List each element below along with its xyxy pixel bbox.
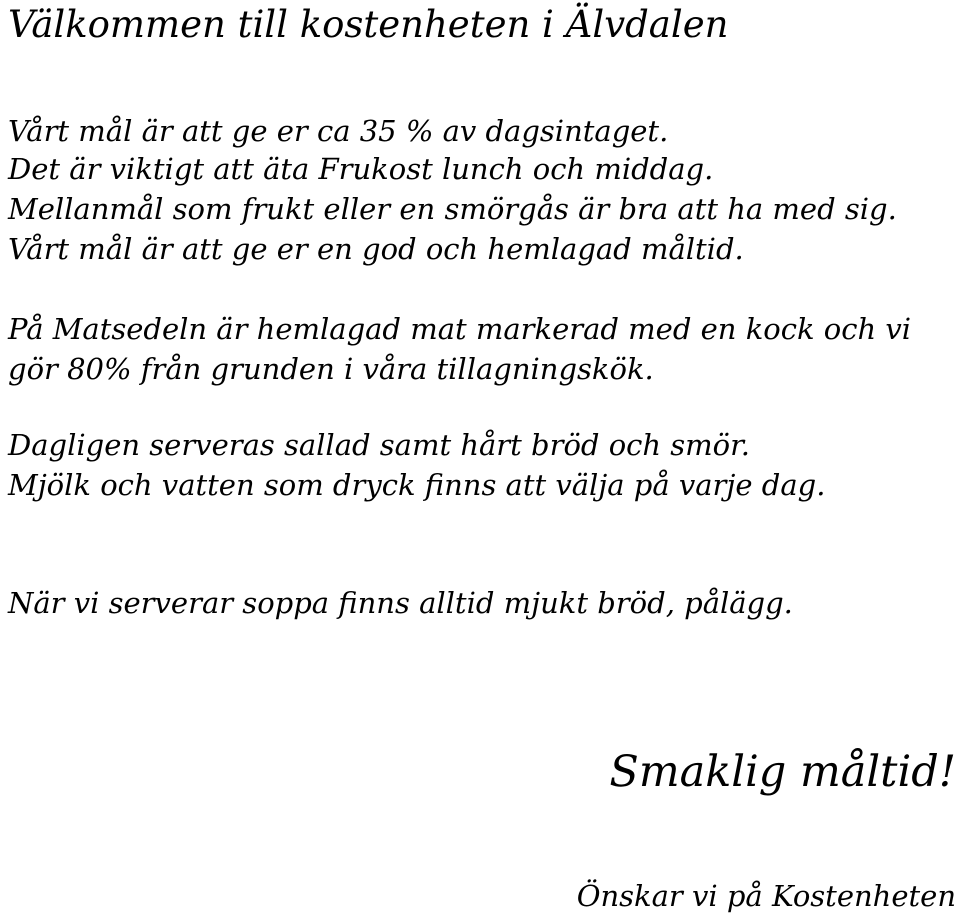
text-line: Mellanmål som frukt eller en smörgås är bra att ha med sig. (8, 192, 897, 226)
text-line: Dagligen serveras sallad samt hårt bröd och smör. (8, 428, 751, 462)
signature: Önskar vi på Kostenheten (576, 879, 956, 913)
text-line: Mjölk och vatten som dryck finns att välja på varje dag. (8, 468, 826, 502)
text-line: Vårt mål är att ge er ca 35 % av dagsintaget. (8, 114, 669, 148)
page-title: Välkommen till kostenheten i Älvdalen (8, 3, 729, 46)
text-line: Det är viktigt att äta Frukost lunch och middag. (8, 152, 714, 186)
text-line: På Matsedeln är hemlagad mat markerad med en kock och vi (8, 312, 912, 346)
text-line: gör 80% från grunden i våra tillagningskök. (8, 352, 654, 386)
text-line: När vi serverar soppa finns alltid mjukt bröd, pålägg. (8, 586, 793, 620)
text-line: Vårt mål är att ge er en god och hemlagad måltid. (8, 232, 744, 266)
closing-phrase: Smaklig måltid! (609, 747, 956, 797)
